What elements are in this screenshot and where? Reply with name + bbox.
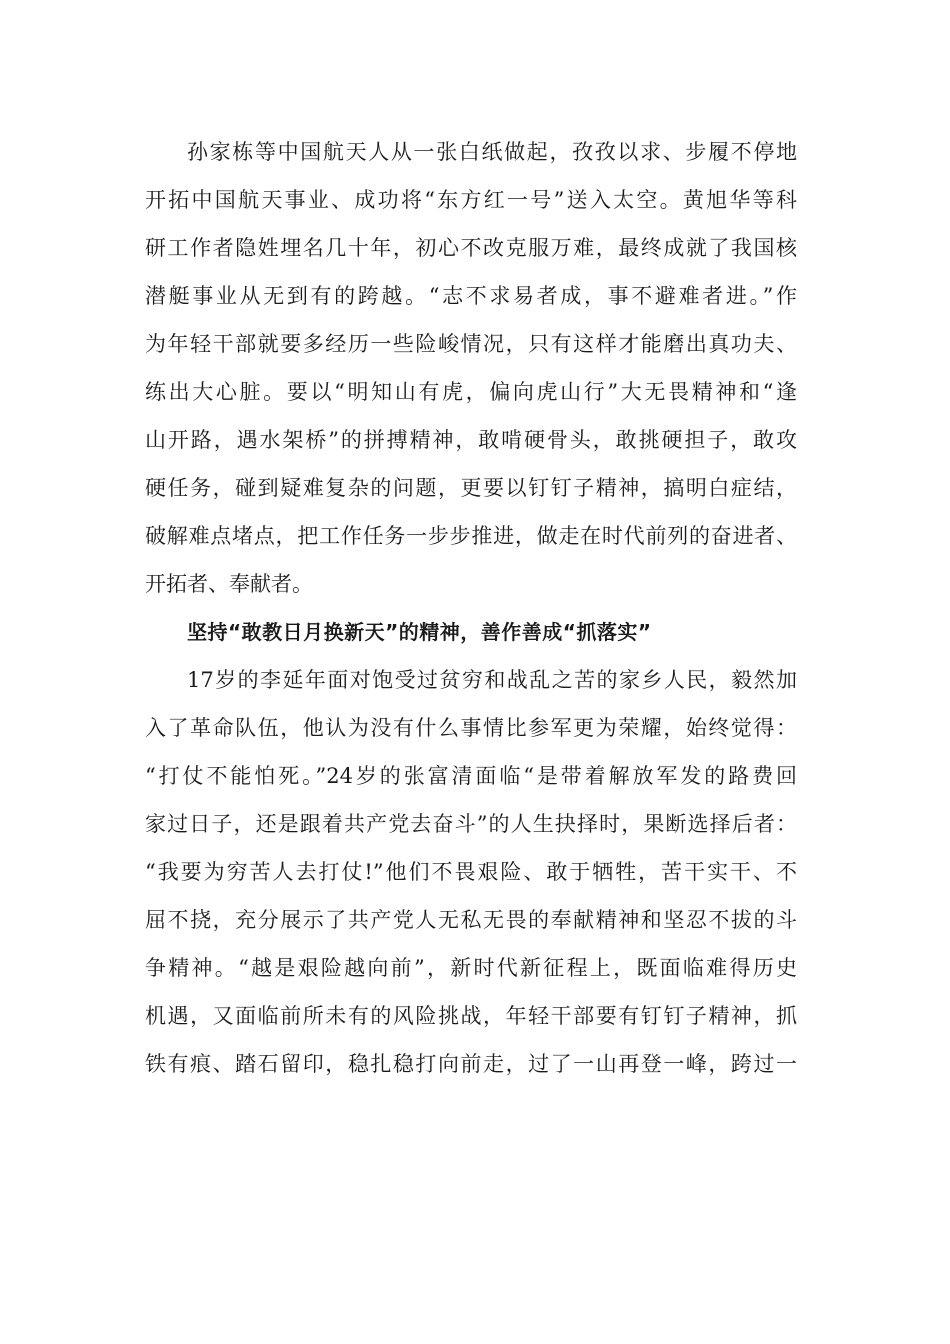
text-line: 铁有痕、踏石留印，稳扎稳打向前走，过了一山再登一峰，跨过一 [145, 1052, 797, 1076]
text-line: 17岁的李延年面对饱受过贫穷和战乱之苦的家乡人民，毅然加 [187, 668, 797, 692]
section-heading: 坚持“敢教日月换新天”的精神，善作善成“抓落实” [187, 620, 652, 644]
text-line: 开拓者、奉献者。 [145, 572, 313, 596]
text-line: 孙家栋等中国航天人从一张白纸做起，孜孜以求、步履不停地 [187, 140, 797, 164]
text-line: 研工作者隐姓埋名几十年，初心不改克服万难，最终成就了我国核 [145, 236, 797, 260]
paragraph [145, 132, 797, 612]
text-line: 练出大心脏。要以“明知山有虎，偏向虎山行”大无畏精神和“逢 [145, 380, 797, 404]
text-line: “打仗不能怕死。”24岁的张富清面临“是带着解放军发的路费回 [145, 764, 797, 788]
text-line: 屈不挠，充分展示了共产党人无私无畏的奉献精神和坚忍不拔的斗 [145, 908, 797, 932]
document-body [145, 132, 797, 1092]
text-line: 硬任务，碰到疑难复杂的问题，更要以钉钉子精神，搞明白症结， [145, 476, 797, 500]
text-line: 破解难点堵点，把工作任务一步步推进，做走在时代前列的奋进者、 [145, 524, 797, 548]
text-line: 为年轻干部就要多经历一些险峻情况，只有这样才能磨出真功夫、 [145, 332, 797, 356]
text-line: 机遇，又面临前所未有的风险挑战，年轻干部要有钉钉子精神，抓 [145, 1004, 797, 1028]
text-line: 入了革命队伍，他认为没有什么事情比参军更为荣耀，始终觉得： [145, 716, 797, 740]
text-line: 家过日子，还是跟着共产党去奋斗”的人生抉择时，果断选择后者： [145, 812, 797, 836]
text-line: “我要为穷苦人去打仗!”他们不畏艰险、敢于牺牲，苦干实干、不 [145, 860, 797, 884]
text-line: 争精神。“越是艰险越向前”，新时代新征程上，既面临难得历史 [145, 956, 797, 980]
text-line: 潜艇事业从无到有的跨越。“志不求易者成，事不避难者进。”作 [145, 284, 797, 308]
paragraph [145, 660, 797, 1092]
text-line: 山开路，遇水架桥”的拼搏精神，敢啃硬骨头，敢挑硬担子，敢攻 [145, 428, 797, 452]
text-line: 开拓中国航天事业、成功将“东方红一号”送入太空。黄旭华等科 [145, 188, 797, 212]
